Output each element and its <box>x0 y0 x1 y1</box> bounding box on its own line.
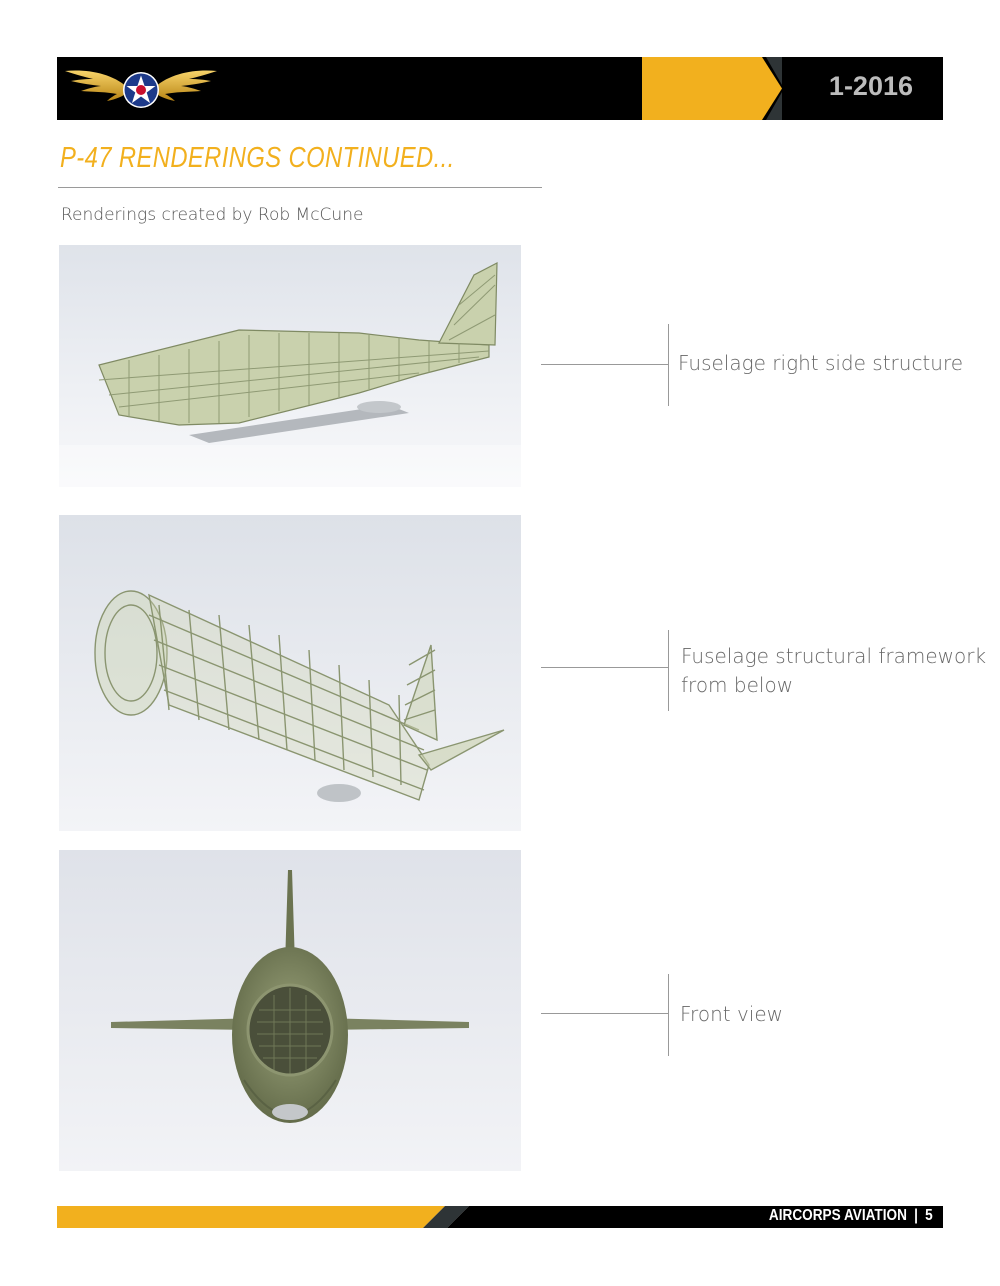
leader-line <box>541 1013 668 1014</box>
footer-separator: | <box>914 1207 919 1224</box>
page-title: P-47 RENDERINGS CONTINUED... <box>60 142 455 174</box>
rendering-side-view <box>59 245 521 487</box>
rendering-credit: Renderings created by Rob McCune <box>61 205 364 225</box>
header-stripe <box>642 57 782 120</box>
footer-bar <box>57 1206 943 1228</box>
rendering-framework-below <box>59 515 521 831</box>
caption-front-view <box>680 1000 783 1029</box>
caption-framework-below <box>681 642 986 700</box>
leader-bracket <box>668 974 669 1056</box>
leader-line <box>541 364 668 365</box>
leader-bracket <box>668 324 669 406</box>
page-number: 5 <box>925 1207 933 1224</box>
issue-number: 1-2016 <box>828 71 913 101</box>
wings-star-logo <box>63 61 219 117</box>
leader-bracket <box>668 630 669 711</box>
caption-line: from below <box>681 673 794 697</box>
caption-line: Fuselage right side structure <box>678 351 964 375</box>
leader-line <box>541 667 668 668</box>
caption-line: Fuselage structural framework <box>681 644 987 668</box>
header-bar <box>57 57 943 120</box>
rendering-front-view <box>59 850 521 1171</box>
brand-name: AIRCORPS AVIATION <box>769 1207 908 1224</box>
title-divider <box>58 187 542 188</box>
caption-side-view <box>678 349 963 378</box>
caption-line: Front view <box>680 1002 783 1026</box>
footer-brand <box>769 1207 933 1225</box>
